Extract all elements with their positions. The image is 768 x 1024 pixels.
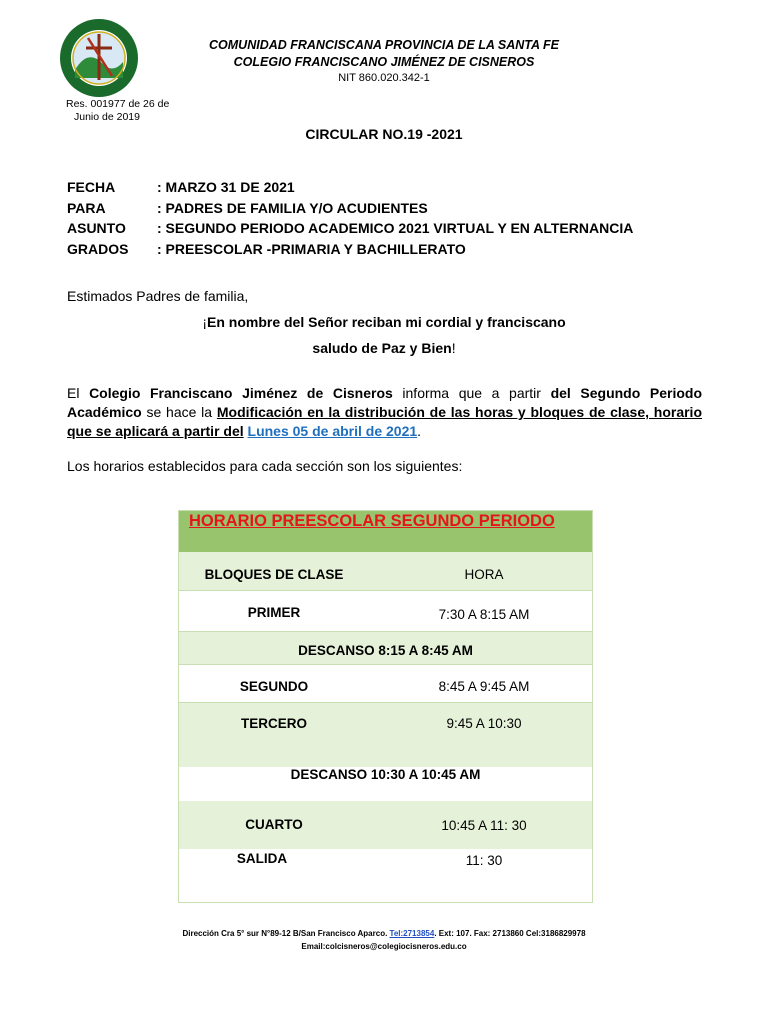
table-header-row <box>179 552 592 590</box>
circular-title: CIRCULAR NO.19 -2021 <box>305 126 463 142</box>
table-row: PRIMER 7:30 A 8:15 AM <box>247 605 530 622</box>
field-grados: GRADOS : PREESCOLAR -PRIMARIA Y BACHILLERATO <box>67 241 466 257</box>
table-row: SALIDA 11: 30 <box>236 851 503 868</box>
salute-line2: saludo de Paz y Bien! <box>312 340 456 356</box>
schedules-intro: Los horarios establecidos para cada sección son los siguientes: <box>67 458 463 474</box>
table-row: TERCERO 9:45 A 10:30 <box>179 703 592 767</box>
table-row: SEGUNDO 8:45 A 9:45 AM <box>239 679 530 694</box>
footer-email: Email:colcisneros@colegiocisneros.edu.co <box>301 942 467 951</box>
table-title-bar <box>179 511 592 552</box>
header-community: COMUNIDAD FRANCISCANA PROVINCIA DE LA SANTA FE <box>209 38 559 52</box>
schedule-table <box>178 510 593 903</box>
phone-link[interactable]: Tel:2713854 <box>389 929 435 938</box>
table-row-break: DESCANSO 10:30 A 10:45 AM <box>290 767 481 782</box>
header-hour: HORA <box>464 567 504 582</box>
header-blocks: BLOQUES DE CLASE <box>204 567 344 582</box>
field-asunto: ASUNTO : SEGUNDO PERIODO ACADEMICO 2021 VIRTUAL Y EN ALTERNANCIA <box>67 220 634 236</box>
start-date: Lunes 05 de abril de 2021 <box>247 423 418 439</box>
resolution-note: Res. 001977 de 26 de Junio de 2019 <box>66 98 170 123</box>
salute-line1: ¡En nombre del Señor reciban mi cordial y franciscano <box>202 314 566 330</box>
header-school: COLEGIO FRANCISCANO JIMÉNEZ DE CISNEROS <box>233 55 535 69</box>
table-title: HORARIO PREESCOLAR SEGUNDO PERIODO <box>189 512 555 530</box>
table-row: CUARTO 10:45 A 11: 30 <box>179 801 592 849</box>
greeting: Estimados Padres de familia, <box>67 288 249 304</box>
field-para: PARA : PADRES DE FAMILIA Y/O ACUDIENTES <box>67 200 428 216</box>
table-row-break: DESCANSO 8:15 A 8:45 AM <box>179 632 592 664</box>
footer-address: Dirección Cra 5° sur N°89-12 B/San Francisco Aparco. Tel:2713854. Ext: 107. Fax: 2713860 Cel:3186829978 <box>182 929 586 938</box>
header-nit: NIT 860.020.342-1 <box>338 72 430 84</box>
intro-paragraph: El Colegio Franciscano Jiménez de Cisneros informa que a partir del Segundo Periodo Académico se hace la Modificación en la distribución de las horas y bloques de clase, horario que se aplicará a partir del Lunes 05 de abril de 2021. <box>67 385 703 439</box>
field-fecha: FECHA : MARZO 31 DE 2021 <box>67 179 295 195</box>
